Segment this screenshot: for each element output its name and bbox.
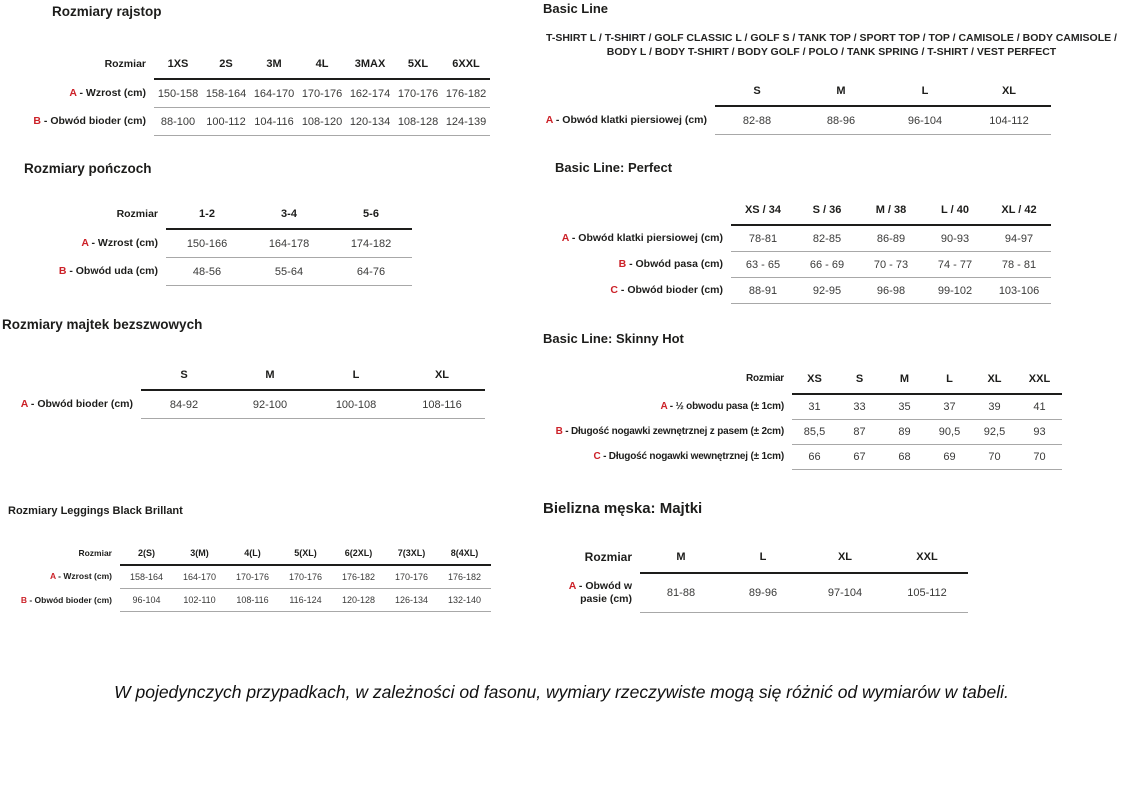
size-table-majtki-bezszwowe <box>0 369 485 419</box>
measure-letter: A <box>568 579 576 592</box>
column-header: S <box>141 369 227 390</box>
size-value: 170-176 <box>394 79 442 108</box>
row-label: A - Obwód klatki piersiowej (cm) <box>545 113 707 126</box>
size-value: 174-182 <box>330 229 412 258</box>
size-value: 124-139 <box>442 108 490 136</box>
column-header: 5XL <box>394 58 442 79</box>
size-value: 84-92 <box>141 390 227 419</box>
size-value: 100-112 <box>202 108 250 136</box>
row-label: A - Obwód w pasie (cm) <box>568 579 632 605</box>
row-label: A - Obwód bioder (cm) <box>20 397 133 410</box>
section-title-skinny-hot: Basic Line: Skinny Hot <box>543 331 684 346</box>
size-value: 89 <box>882 420 927 445</box>
column-header: 4(L) <box>226 548 279 565</box>
table-corner-label: Rozmiar <box>116 208 158 220</box>
header-row <box>558 550 968 573</box>
column-header: 2S <box>202 58 250 79</box>
size-value: 64-76 <box>330 258 412 286</box>
section-title-rajstop: Rozmiary rajstop <box>52 4 162 19</box>
table-row <box>523 252 1051 278</box>
column-header: 5-6 <box>330 208 412 229</box>
column-header: 3(M) <box>173 548 226 565</box>
row-label: B - Obwód bioder (cm) <box>20 594 112 605</box>
size-value: 48-56 <box>166 258 248 286</box>
measure-letter: A <box>660 400 668 412</box>
size-value: 87 <box>837 420 882 445</box>
table-row <box>10 79 490 108</box>
size-value: 97-104 <box>804 573 886 613</box>
table-row <box>10 108 490 136</box>
column-header: L <box>722 550 804 573</box>
section-title-basic-line: Basic Line <box>543 1 609 16</box>
section-title-ponczochy: Rozmiary pończoch <box>24 161 152 176</box>
column-header: S <box>715 85 799 106</box>
size-value: 103-106 <box>987 278 1051 304</box>
size-value: 176-182 <box>332 565 385 589</box>
column-header: 7(3XL) <box>385 548 438 565</box>
size-value: 37 <box>927 394 972 420</box>
table-row <box>3 565 491 589</box>
size-value: 66 <box>792 445 837 470</box>
column-header: 2(S) <box>120 548 173 565</box>
column-header: L <box>927 373 972 394</box>
size-value: 108-116 <box>226 589 279 612</box>
size-value: 126-134 <box>385 589 438 612</box>
section-title-majtki-bezszwowe: Rozmiary majtek bezszwowych <box>2 317 203 332</box>
size-value: 82-88 <box>715 106 799 135</box>
size-value: 96-104 <box>883 106 967 135</box>
measure-letter: A <box>69 86 77 99</box>
measure-letter: C <box>610 283 618 296</box>
size-value: 164-170 <box>250 79 298 108</box>
row-label: B - Obwód bioder (cm) <box>33 115 146 128</box>
column-header: XXL <box>886 550 968 573</box>
column-header: 3MAX <box>346 58 394 79</box>
column-header: M <box>227 369 313 390</box>
size-value: 63 - 65 <box>731 252 795 278</box>
size-value: 164-170 <box>173 565 226 589</box>
size-table <box>10 58 490 136</box>
size-value: 120-134 <box>346 108 394 136</box>
size-value: 35 <box>882 394 927 420</box>
size-value: 78-81 <box>731 225 795 252</box>
column-header: XL <box>399 369 485 390</box>
column-header: L <box>313 369 399 390</box>
row-label: A - Wzrost (cm) <box>49 571 112 582</box>
row-label: A - Obwód klatki piersiowej (cm) <box>561 231 723 244</box>
size-value: 68 <box>882 445 927 470</box>
size-value: 164-178 <box>248 229 330 258</box>
row-label: B - Obwód uda (cm) <box>58 265 158 278</box>
measure-letter: A <box>20 397 28 410</box>
column-header: 5(XL) <box>279 548 332 565</box>
size-table <box>3 548 491 612</box>
size-value: 74 - 77 <box>923 252 987 278</box>
table-row <box>523 278 1051 304</box>
row-label: C - Obwód bioder (cm) <box>610 283 723 296</box>
measure-letter: B <box>20 594 27 605</box>
size-value: 66 - 69 <box>795 252 859 278</box>
size-value: 92-95 <box>795 278 859 304</box>
column-header: M / 38 <box>859 204 923 225</box>
section-title-basic-line-perfect: Basic Line: Perfect <box>555 160 673 175</box>
size-value: 90-93 <box>923 225 987 252</box>
size-table-bielizna-meska <box>558 550 968 613</box>
size-value: 33 <box>837 394 882 420</box>
table-row <box>558 573 968 613</box>
size-value: 88-96 <box>799 106 883 135</box>
size-value: 90,5 <box>927 420 972 445</box>
size-value: 150-166 <box>166 229 248 258</box>
size-value: 93 <box>1017 420 1062 445</box>
size-value: 70 <box>972 445 1017 470</box>
column-header: M <box>882 373 927 394</box>
size-value: 92,5 <box>972 420 1017 445</box>
size-value: 104-116 <box>250 108 298 136</box>
size-table-leggings <box>3 548 491 612</box>
header-row <box>523 204 1051 225</box>
table-corner-label <box>523 204 731 225</box>
header-row <box>0 369 485 390</box>
section-title-leggings: Rozmiary Leggings Black Brillant <box>8 505 183 517</box>
size-value: 96-98 <box>859 278 923 304</box>
size-value: 88-100 <box>154 108 202 136</box>
footer-disclaimer: W pojedynczych przypadkach, w zależności od fasonu, wymiary rzeczywiste mogą się różnić od wymiarów w tabeli. <box>114 682 1009 702</box>
table-corner-label: Rozmiar <box>104 58 146 70</box>
column-header: XL <box>804 550 886 573</box>
size-value: 69 <box>927 445 972 470</box>
size-table-basic-line-perfect <box>523 204 1051 304</box>
size-value: 99-102 <box>923 278 987 304</box>
size-value: 67 <box>837 445 882 470</box>
row-label: A - Wzrost (cm) <box>69 86 146 99</box>
table-corner-label <box>507 85 715 106</box>
measure-letter: A <box>561 231 569 244</box>
table-corner-label: Rozmiar <box>745 373 784 385</box>
size-value: 108-128 <box>394 108 442 136</box>
table-row <box>3 589 491 612</box>
size-value: 70 <box>1017 445 1062 470</box>
column-header: 3M <box>250 58 298 79</box>
size-table <box>512 373 1062 470</box>
table-corner-label: Rozmiar <box>78 548 112 559</box>
size-table-basic-line <box>507 85 1051 135</box>
column-header: 6(2XL) <box>332 548 385 565</box>
size-table <box>558 550 968 613</box>
size-value: 85,5 <box>792 420 837 445</box>
section-title-bielizna-meska: Bielizna męska: Majtki <box>543 500 703 517</box>
table-row <box>0 390 485 419</box>
row-label: B - Długość nogawki zewnętrznej z pasem (± 2cm) <box>555 425 784 437</box>
size-value: 150-158 <box>154 79 202 108</box>
row-label: B - Obwód pasa (cm) <box>618 257 723 270</box>
size-value: 120-128 <box>332 589 385 612</box>
column-header: S / 36 <box>795 204 859 225</box>
column-header: M <box>799 85 883 106</box>
size-value: 39 <box>972 394 1017 420</box>
column-header: XXL <box>1017 373 1062 394</box>
size-value: 81-88 <box>640 573 722 613</box>
size-value: 31 <box>792 394 837 420</box>
size-value: 170-176 <box>279 565 332 589</box>
column-header: XL / 42 <box>987 204 1051 225</box>
size-value: 116-124 <box>279 589 332 612</box>
table-corner-label <box>0 369 141 390</box>
measure-letter: C <box>593 450 601 462</box>
size-value: 162-174 <box>346 79 394 108</box>
table-row <box>512 445 1062 470</box>
header-row <box>40 208 412 229</box>
header-row <box>507 85 1051 106</box>
column-header: 1XS <box>154 58 202 79</box>
size-value: 105-112 <box>886 573 968 613</box>
measure-letter: A <box>81 236 89 249</box>
measure-letter: A <box>545 113 553 126</box>
basic-line-products-list: T-SHIRT L / T-SHIRT / GOLF CLASSIC L / GOLF S / TANK TOP / SPORT TOP / TOP / CAMISOLE / BODY CAMISOLE / BODY L / BODY T-SHIRT / BODY GOLF / POLO / TANK SPRING / T-SHIRT / VEST PERFECT <box>546 32 1117 58</box>
column-header: 6XXL <box>442 58 490 79</box>
column-header: XS / 34 <box>731 204 795 225</box>
size-value: 78 - 81 <box>987 252 1051 278</box>
column-header: XS <box>792 373 837 394</box>
column-header: 4L <box>298 58 346 79</box>
size-value: 158-164 <box>202 79 250 108</box>
measure-letter: A <box>49 571 56 582</box>
size-table <box>0 369 485 419</box>
size-table-rajstop <box>10 58 490 136</box>
size-value: 170-176 <box>298 79 346 108</box>
table-row <box>523 225 1051 252</box>
column-header: XL <box>972 373 1017 394</box>
table-row <box>512 394 1062 420</box>
table-row <box>512 420 1062 445</box>
size-value: 108-116 <box>399 390 485 419</box>
size-value: 158-164 <box>120 565 173 589</box>
row-label: C - Długość nogawki wewnętrznej (± 1cm) <box>593 450 784 462</box>
column-header: S <box>837 373 882 394</box>
size-value: 70 - 73 <box>859 252 923 278</box>
size-value: 86-89 <box>859 225 923 252</box>
row-label: A - ½ obwodu pasa (± 1cm) <box>660 400 784 412</box>
measure-letter: B <box>33 115 41 128</box>
size-table <box>40 208 412 286</box>
column-header: 1-2 <box>166 208 248 229</box>
size-value: 41 <box>1017 394 1062 420</box>
table-corner-label: Rozmiar <box>584 550 632 564</box>
size-value: 88-91 <box>731 278 795 304</box>
size-value: 108-120 <box>298 108 346 136</box>
table-row <box>40 229 412 258</box>
size-value: 82-85 <box>795 225 859 252</box>
size-value: 94-97 <box>987 225 1051 252</box>
table-row <box>40 258 412 286</box>
size-value: 104-112 <box>967 106 1051 135</box>
size-table <box>523 204 1051 304</box>
size-value: 92-100 <box>227 390 313 419</box>
size-table <box>507 85 1051 135</box>
measure-letter: B <box>555 425 563 437</box>
size-table-skinny-hot <box>512 373 1062 470</box>
size-value: 55-64 <box>248 258 330 286</box>
row-label: A - Wzrost (cm) <box>81 236 158 249</box>
table-row <box>507 106 1051 135</box>
column-header: 8(4XL) <box>438 548 491 565</box>
size-value: 170-176 <box>385 565 438 589</box>
size-value: 102-110 <box>173 589 226 612</box>
column-header: M <box>640 550 722 573</box>
header-row <box>10 58 490 79</box>
column-header: L <box>883 85 967 106</box>
size-value: 89-96 <box>722 573 804 613</box>
header-row <box>3 548 491 565</box>
column-header: 3-4 <box>248 208 330 229</box>
size-value: 176-182 <box>438 565 491 589</box>
size-value: 100-108 <box>313 390 399 419</box>
column-header: L / 40 <box>923 204 987 225</box>
size-value: 176-182 <box>442 79 490 108</box>
measure-letter: B <box>618 257 627 270</box>
size-table-ponczochy <box>40 208 412 286</box>
size-value: 170-176 <box>226 565 279 589</box>
measure-letter: B <box>58 265 67 278</box>
column-header: XL <box>967 85 1051 106</box>
size-value: 132-140 <box>438 589 491 612</box>
size-value: 96-104 <box>120 589 173 612</box>
header-row <box>512 373 1062 394</box>
